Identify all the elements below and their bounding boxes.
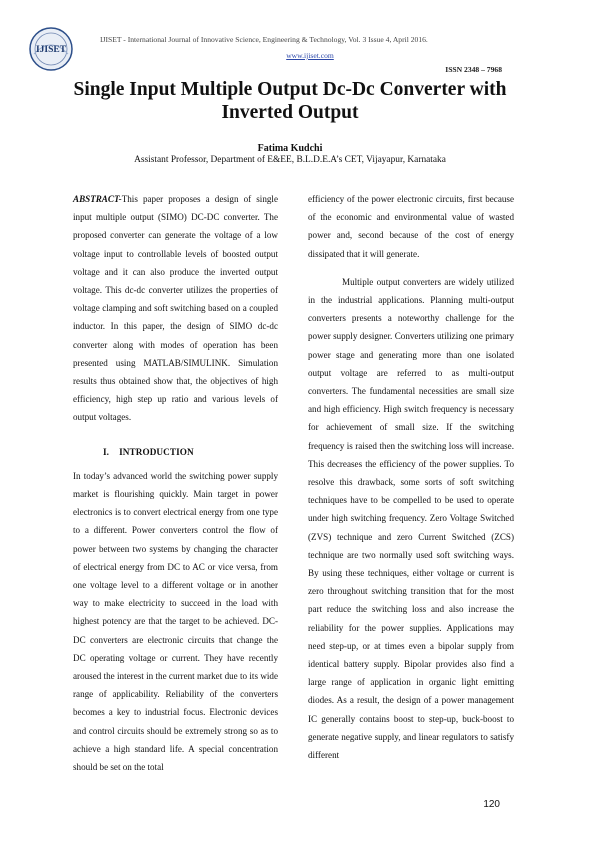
section-title: INTRODUCTION (119, 446, 194, 457)
paper-title (40, 78, 540, 124)
intro-paragraph-3: Multiple output converters are widely utilized in the industrial applications. Planning multi-output converters presents a noteworthy challenge for the power supply designer. Converters utilizing one primary power stage and generating more than one isolated output voltage are referred to as multi-output converters. The fundamental necessities are small size and high efficiency. High switch frequency is necessary for achievement of small size. If the switching frequency is raised then the switching loss will increase. This decreases the efficiency of the power supplies. To resolve this drawback, some sorts of soft switching techniques have to be compelled to be used to operate under high switching frequency. Zero Voltage Switched (ZVS) technique and zero Current Switched (ZCS) technique are two normally used soft switching ways. By using these techniques, either voltage or current is zero throughout switching transition that for the most part reduce the switching loss and also increase the reliability for the power supplies. Applications may need step-up, or at times even a bipolar supply from identical battery supply. Bipolar provides also find a large range of application in organic light emitting diodes. As a result, the design of a power management IC generally contains boost to step-up, buck-boost to generate negative supply, and linear regulators to satisfy different (308, 276, 514, 761)
issn: ISSN 2348 – 7968 (445, 65, 502, 74)
abstract-label: ABSTRACT- (73, 194, 122, 204)
journal-url-link[interactable]: www.ijiset.com (286, 51, 334, 60)
section-heading-introduction (73, 443, 278, 461)
logo-text: IJISET (35, 45, 67, 55)
abstract (73, 190, 278, 427)
journal-logo (28, 26, 74, 72)
title-line-1: Single Input Multiple Output Dc-Dc Converter with (73, 79, 507, 100)
section-number: I. (103, 446, 110, 457)
left-column (73, 190, 278, 776)
author-name: Fatima Kudchi (257, 143, 323, 154)
abstract-text: This paper proposes a design of single input multiple output (SIMO) DC-DC converter. The proposed converter can generate the voltage of a low voltage input to controllable levels of boosted output voltage and it can also produce the inverted output voltage. This dc-dc converter utilizes the properties of voltage clamping and soft switching based on a coupled inductor. In this paper, the design of SIMO dc-dc converter along with modes of operation has been presented using MATLAB/SIMULINK. Simulation results thus obtained show that, the objectives of high efficiency, high step up ratio and various levels of output voltages. (73, 194, 278, 423)
journal-citation: IJISET - International Journal of Innovative Science, Engineering & Technology, Vol. 3 Issue 4, April 2016. (100, 35, 428, 44)
author-affiliation: Assistant Professor, Department of E&EE, B.L.D.E.A’s CET, Vijayapur, Karnataka (134, 155, 446, 165)
title-line-2: Inverted Output (221, 102, 359, 123)
intro-paragraph-2: efficiency of the power electronic circuits, first because of the economic and environmental value of wasted power and, second because of the cost of energy dissipated that it will generate. (308, 194, 514, 259)
page-number: 120 (483, 799, 500, 810)
intro-paragraph-1: In today’s advanced world the switching power supply market is flourishing quickly. Main target in power electronics is to convert electrical energy from one type to a different. Power converters control the flow of power between two systems by changing the character of electrical energy from DC to AC or vice versa, from one voltage level to a different voltage or in another way to make electricity to succeed in the load with highest potency are that the target to be achieved. DC-DC converters are electronic circuits that change the DC operating voltage or current. They have recently aroused the interest in the current market due to its wide range of applicability. Reliability of the converters becomes a key to industrial focus. Electronic devices and control circuits should be extremely strong so as to achieve a high standard life. A special concentration should be set on the total (73, 470, 278, 773)
right-column (308, 190, 514, 764)
